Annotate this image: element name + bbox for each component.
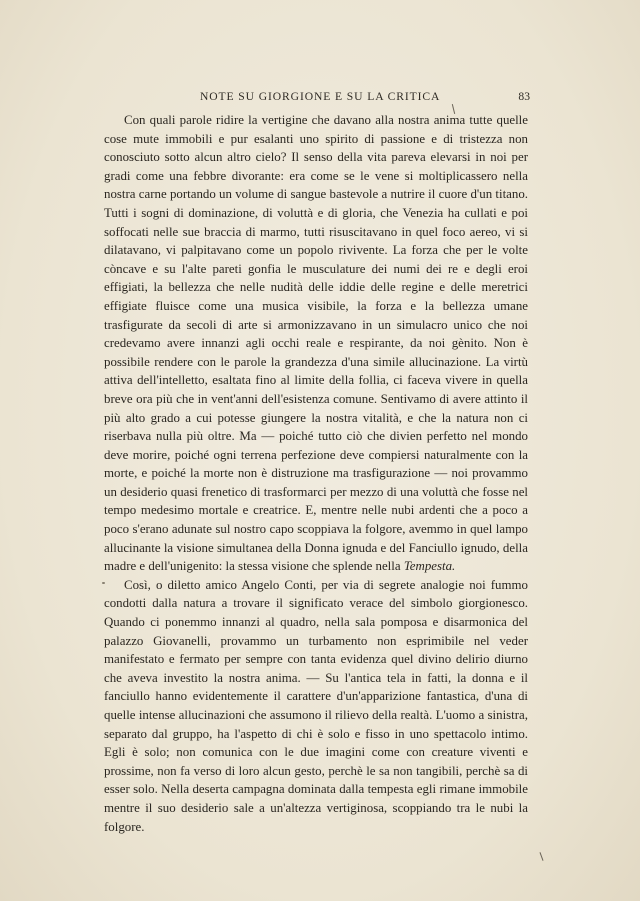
- paragraph: Così, o diletto amico Angelo Conti, per via di segrete analogie noi fummo condotti dalla natura a trovare il significato verace del simbolo giorgionesco. Quando ci ponemmo innanzi al quadro, nella sala pomposa e disarmonica del palazzo Giovanelli, provammo un turbamento non esprimibile nel veder manifestato e fermato per sempre con tanta evidenza quel divino delirio diurno che aveva investito la nostra anima. — Su l'antica tela in fatti, la donna e il fanciullo hanno evidentemente il carattere d'un'apparizione fantastica, d'una di quelle intense allucinazioni che assumono il rilievo della realtà. L'uomo a sinistra, separato dal gruppo, ha l'aspetto di chi è solo e fisso in uno spettacolo intimo. Egli è solo; non comunica con le due imagini come con creature viventi e prossime, non fa verso di loro alcun gesto, perchè le sa non tangibili, perchè sa di esser solo. Nella deserta campagna dominata dalla tempesta egli rimane immobile mentre il suo desiderio sale a un'altezza vertiginosa, scoppiando tra le nubi la folgore.: [104, 577, 528, 834]
- body-text: [104, 111, 528, 836]
- artwork-title: Tempesta.: [403, 559, 456, 574]
- paragraph: [104, 111, 528, 576]
- ink-mark: [539, 852, 543, 861]
- paragraph-text: Con quali parole ridire la vertigine che davano alla nostra anima tutte quelle cose mute immobili e pur esalanti uno spirito di passione e di tristezza non conosciuto sotto alcun altro cielo? Il senso della vita pareva elevarsi in noi per gradi come una febbre divorante: era come se le vene si moltiplicassero nella nostra carne portando un volume di sangue bastevole a nutrire il cuore d'un titano. Tutti i sogni di dominazione, di voluttà e di gloria, che Venezia ha cullati e poi soffocati nelle sue braccia di marmo, tutti risuscitavano in quel foco aereo, vi si dilatavano, vi palpitavano come un popolo rivivente. La forza che per le volte còncave e su l'alte pareti gonfia le musculature dei numi dei re e degli eroi effigiati, la bellezza che nelle nudità delle iddie delle regine e delle meretrici effigiate fluisce come una musica visibile, la forza e la bellezza umane trasfigurate da secoli di arte si armonizzavano in un simulacro unico che noi credevamo avere innanzi agli occhi reale e respirante, da noi gènito. Non è possibile rendere con le parole la grandezza d'una simile allucinazione. La virtù attiva dell'intelletto, esaltata fino al limite della follia, ci faceva vivere in quella breve ora più che in vent'anni dell'esistenza comune. Sentivamo di avere attinto il più alto grado a cui potesse giungere la nostra vitalità, e che la natura non ci riserbava nulla più oltre. Ma — poiché tutto ciò che divien perfetto nel mondo deve morire, poiché ogni terrena perfezione deve compiersi naturalmente con la morte, e poiché la morte non è distruzione ma trasfigurazione — noi provammo un desiderio quasi frenetico di trasformarci per mezzo di una voluttà che fosse nel tempo medesimo mortale e creatrice. E, mentre nelle nubi ardenti che a poco a poco s'erano adunate sul nostro capo scoppiava la folgore, avemmo in quel lampo allucinante la visione simultanea della Donna ignuda e del Fanciullo ignudo, della madre e dell'unigenito: la stessa visione che splende nella: [104, 113, 528, 574]
- page-number: 83: [518, 90, 530, 103]
- running-title: NOTE SU GIORGIONE E SU LA CRITICA: [200, 90, 441, 103]
